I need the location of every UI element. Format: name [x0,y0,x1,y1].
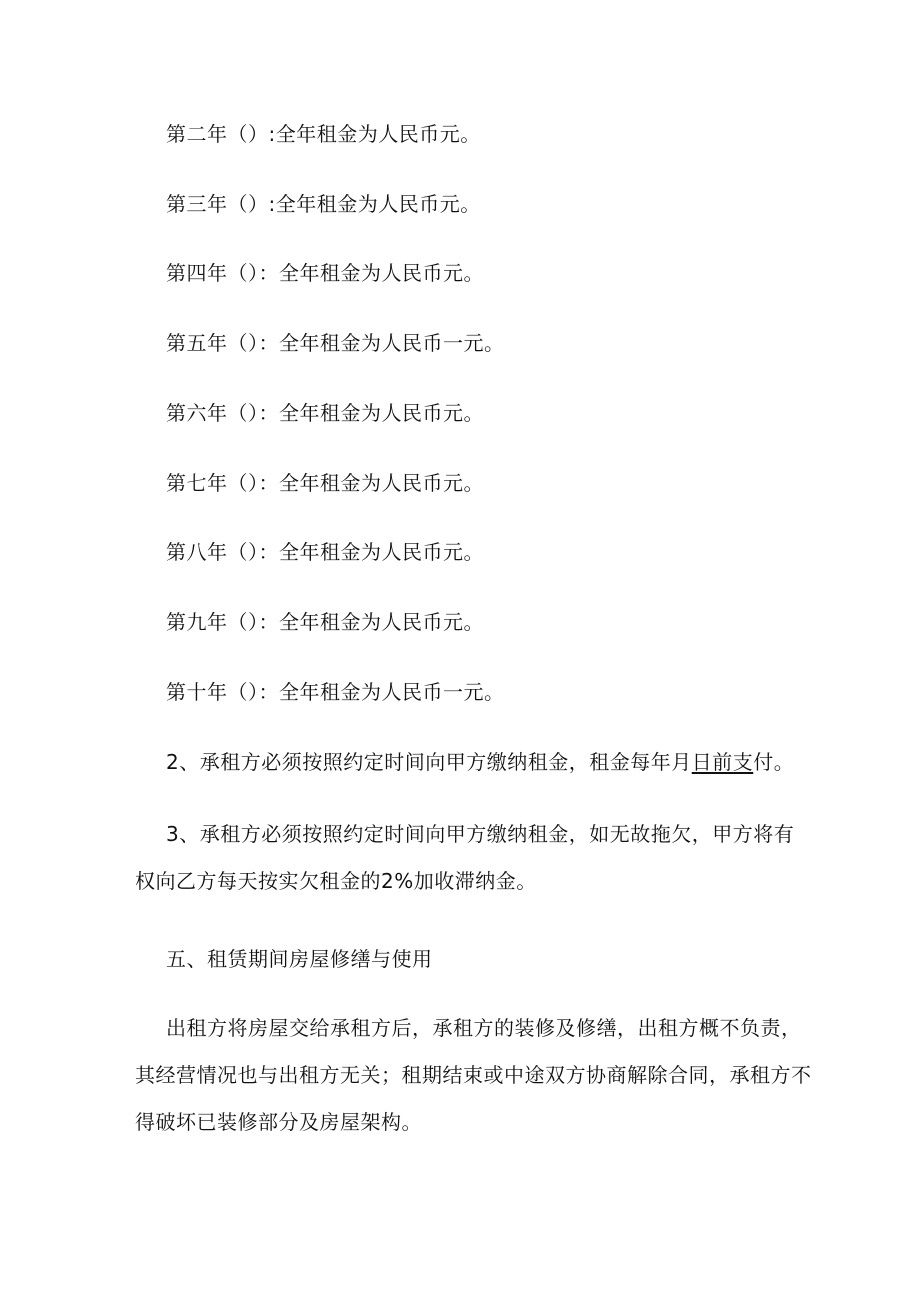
clause-3-line-2: 权向乙方每天按实欠租金的2%加收滞纳金。 [135,869,537,893]
rent-year-7: 第七年（）：全年租金为人民币元。 [166,471,484,495]
clause-2-text: 2、承租方必须按照约定时间向甲方缴纳租金，租金每年月 [166,750,692,774]
rent-year-10: 第十年（）：全年租金为人民币一元。 [166,680,505,704]
rent-year-3: 第三年（）:全年租金为人民币元。 [166,192,481,216]
rent-year-2: 第二年（）:全年租金为人民币元。 [166,122,481,146]
clause-2 [166,748,794,776]
rent-year-6: 第六年（）：全年租金为人民币元。 [166,401,484,425]
rent-year-8: 第八年（）：全年租金为人民币元。 [166,540,484,564]
clause-2-underlined: 日前支 [691,750,754,774]
section-5-para-line-1: 出租方将房屋交给承租方后，承租方的装修及修缮，出租方概不负责， [166,1016,802,1040]
section-5-heading: 五、租赁期间房屋修缮与使用 [166,947,433,971]
section-5-para-line-2: 其经营情况也与出租方无关；租期结束或中途双方协商解除合同，承租方不 [135,1063,812,1087]
rent-year-4: 第四年（）：全年租金为人民币元。 [166,261,484,285]
clause-2-end: 付。 [753,750,795,774]
rent-year-9: 第九年（）：全年租金为人民币元。 [166,610,484,634]
rent-year-5: 第五年（）：全年租金为人民币一元。 [166,331,505,355]
clause-3-line-1: 3、承租方必须按照约定时间向甲方缴纳租金，如无故拖欠，甲方将有 [166,822,795,846]
section-5-para-line-3: 得破坏已装修部分及房屋架构。 [135,1110,422,1134]
